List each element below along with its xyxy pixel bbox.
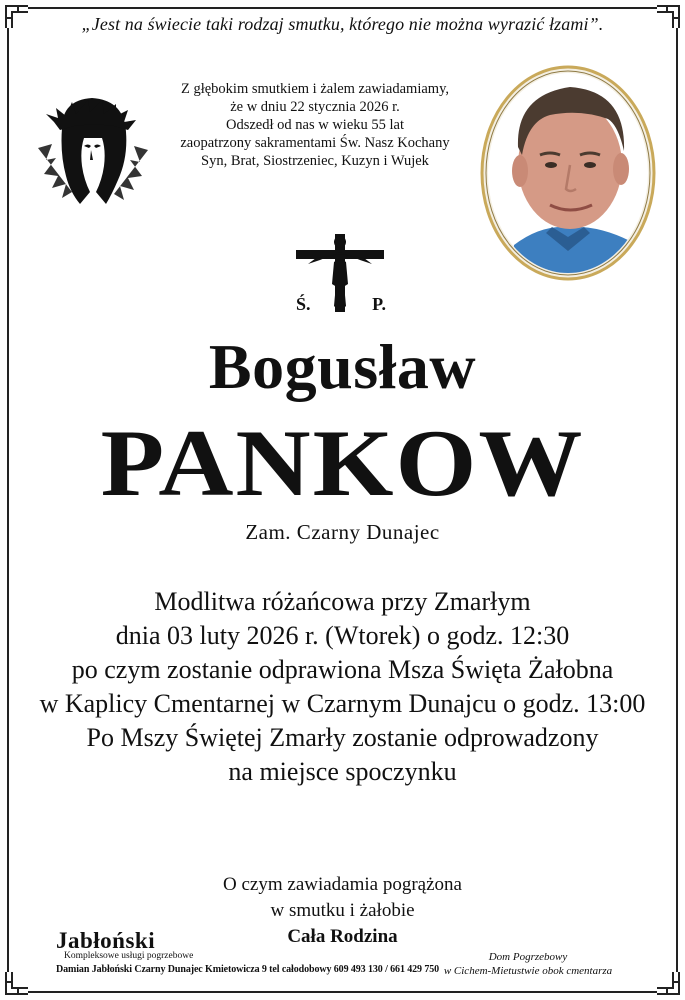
funeral-home-contact: Damian Jabłoński Czarny Dunajec Kmietowicza 9 tel całodobowy 609 493 130 / 661 429 750 [56, 964, 440, 975]
details-line: dnia 03 luty 2026 r. (Wtorek) o godz. 12:30 [115, 621, 570, 650]
announcement-line: Syn, Brat, Siostrzeniec, Kuzyn i Wujek [201, 153, 429, 169]
details-line: Po Mszy Świętej Zmarły zostanie odprowadzony [86, 723, 599, 752]
corner-ornament-icon [655, 970, 681, 996]
sp-left: Ś. [296, 294, 311, 314]
details-line: Modlitwa różańcowa przy Zmarłym [154, 587, 531, 616]
announcement-line: zaopatrzony sakramentami Św. Nasz Kochany [180, 135, 450, 151]
funeral-home-name: Jabłoński [56, 928, 156, 953]
corner-ornament-icon [4, 970, 30, 996]
frame-bottom [28, 991, 657, 993]
funeral-home-location [418, 950, 638, 978]
details-line: w Kaplicy Cmentarnej w Czarnym Dunajcu o godz. 13:00 [39, 689, 646, 718]
family-signature: Cała Rodzina [287, 926, 398, 947]
funeral-home-tagline: Kompleksowe usługi pogrzebowe [64, 951, 194, 961]
dom-line: w Cichem-Mietustwie obok cmentarza [443, 965, 613, 977]
sp-right: P. [372, 294, 386, 314]
sp-initials [296, 294, 386, 315]
announcement-line: Z głębokim smutkiem i żalem zawiadamiamy, [180, 81, 450, 97]
residence: Zam. Czarny Dunajec [245, 520, 440, 544]
deceased-last-name: PANKOW [100, 410, 585, 517]
family-line: w smutku i żałobie [270, 900, 415, 921]
family-line: O czym zawiadamia pogrążona [223, 874, 462, 895]
announcement-line: Odszedł od nas w wieku 55 lat [226, 117, 404, 133]
deceased-portrait [480, 65, 656, 282]
funeral-home-logo [56, 928, 194, 961]
details-line: po czym zostanie odprawiona Msza Święta Żałobna [71, 655, 614, 684]
dom-line: Dom Pogrzebowy [488, 951, 568, 963]
jesus-crown-of-thorns-icon [32, 88, 154, 210]
funeral-details [0, 585, 685, 789]
death-announcement [170, 80, 460, 170]
details-line: na miejsce spoczynku [228, 757, 457, 786]
frame-top [28, 7, 657, 9]
deceased-first-name: Bogusław [208, 331, 477, 402]
memorial-quote: „Jest na świecie taki rodzaj smutku, którego nie można wyrazić łzami”. [81, 14, 604, 34]
announcement-line: że w dniu 22 stycznia 2026 r. [230, 99, 400, 115]
